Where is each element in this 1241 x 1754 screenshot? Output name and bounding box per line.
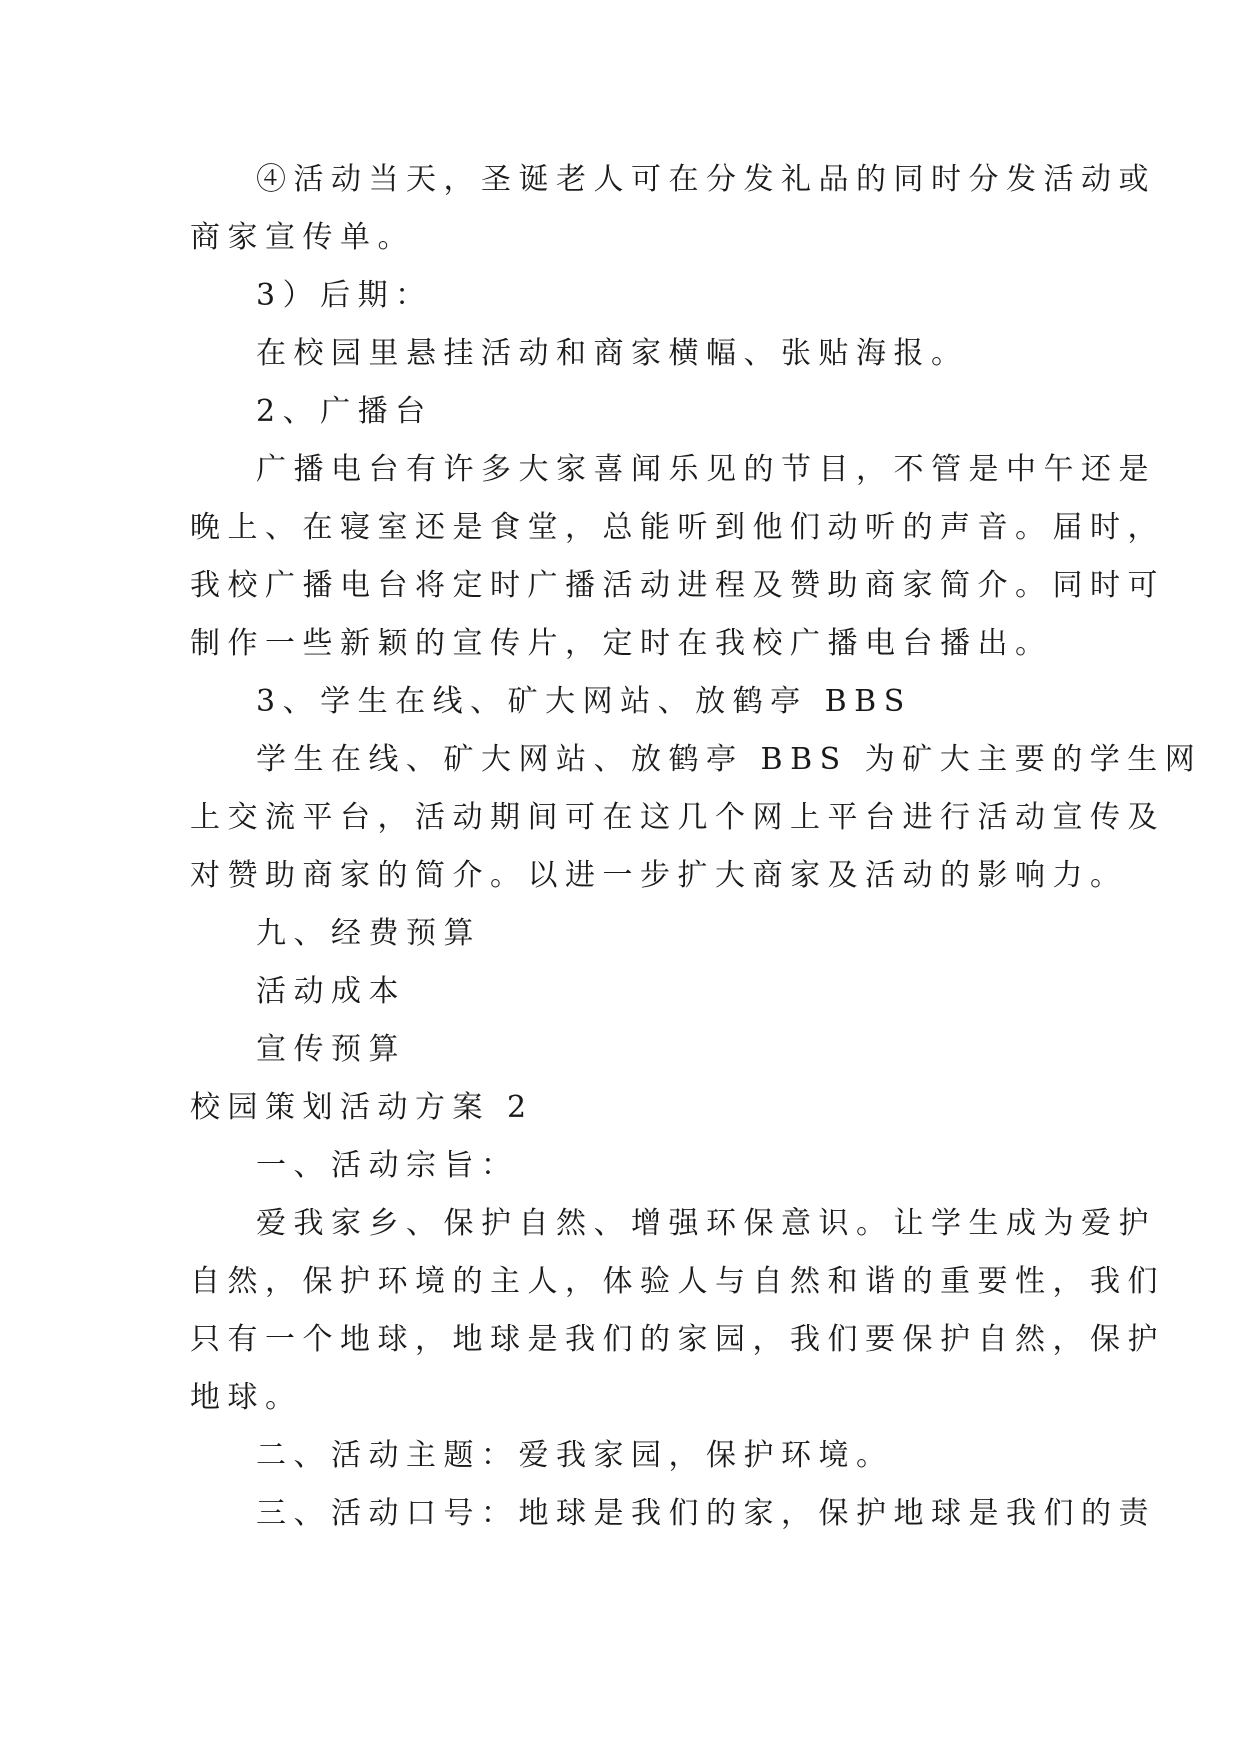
paragraph-line: 上交流平台，活动期间可在这几个网上平台进行活动宣传及	[190, 800, 1165, 835]
subheading: 3）后期：	[256, 278, 433, 313]
paragraph-line: 对赞助商家的简介。以进一步扩大商家及活动的影响力。	[190, 858, 1128, 893]
paragraph-line: 只有一个地球，地球是我们的家园，我们要保护自然，保护	[190, 1322, 1165, 1357]
list-item: 宣传预算	[256, 1032, 406, 1067]
paragraph-line: 广播电台有许多大家喜闻乐见的节目，不管是中午还是	[256, 452, 1156, 487]
paragraph-line: 学生在线、矿大网站、放鹤亭 BBS 为矿大主要的学生网	[256, 742, 1203, 777]
paragraph-line: 制作一些新颖的宣传片，定时在我校广播电台播出。	[190, 626, 1053, 661]
paragraph-line: 商家宣传单。	[190, 220, 415, 255]
paragraph-line: 自然，保护环境的主人，体验人与自然和谐的重要性，我们	[190, 1264, 1165, 1299]
section-heading: 三、活动口号：地球是我们的家，保护地球是我们的责	[256, 1496, 1156, 1531]
paragraph-line: 我校广播电台将定时广播活动进程及赞助商家简介。同时可	[190, 568, 1165, 603]
subheading: 2、广播台	[256, 394, 433, 429]
paragraph-line: ④活动当天，圣诞老人可在分发礼品的同时分发活动或	[256, 162, 1156, 197]
subheading: 3、学生在线、矿大网站、放鹤亭 BBS	[256, 684, 912, 719]
paragraph-line: 晚上、在寝室还是食堂，总能听到他们动听的声音。届时，	[190, 510, 1165, 545]
paragraph-line: 在校园里悬挂活动和商家横幅、张贴海报。	[256, 336, 969, 371]
paragraph-line: 爱我家乡、保护自然、增强环保意识。让学生成为爱护	[256, 1206, 1156, 1241]
section-heading: 一、活动宗旨：	[256, 1148, 519, 1183]
list-item: 活动成本	[256, 974, 406, 1009]
section-heading: 九、经费预算	[256, 916, 481, 951]
paragraph-line: 地球。	[190, 1380, 303, 1415]
document-title: 校园策划活动方案 2	[190, 1090, 534, 1125]
section-heading: 二、活动主题：爱我家园，保护环境。	[256, 1438, 894, 1473]
